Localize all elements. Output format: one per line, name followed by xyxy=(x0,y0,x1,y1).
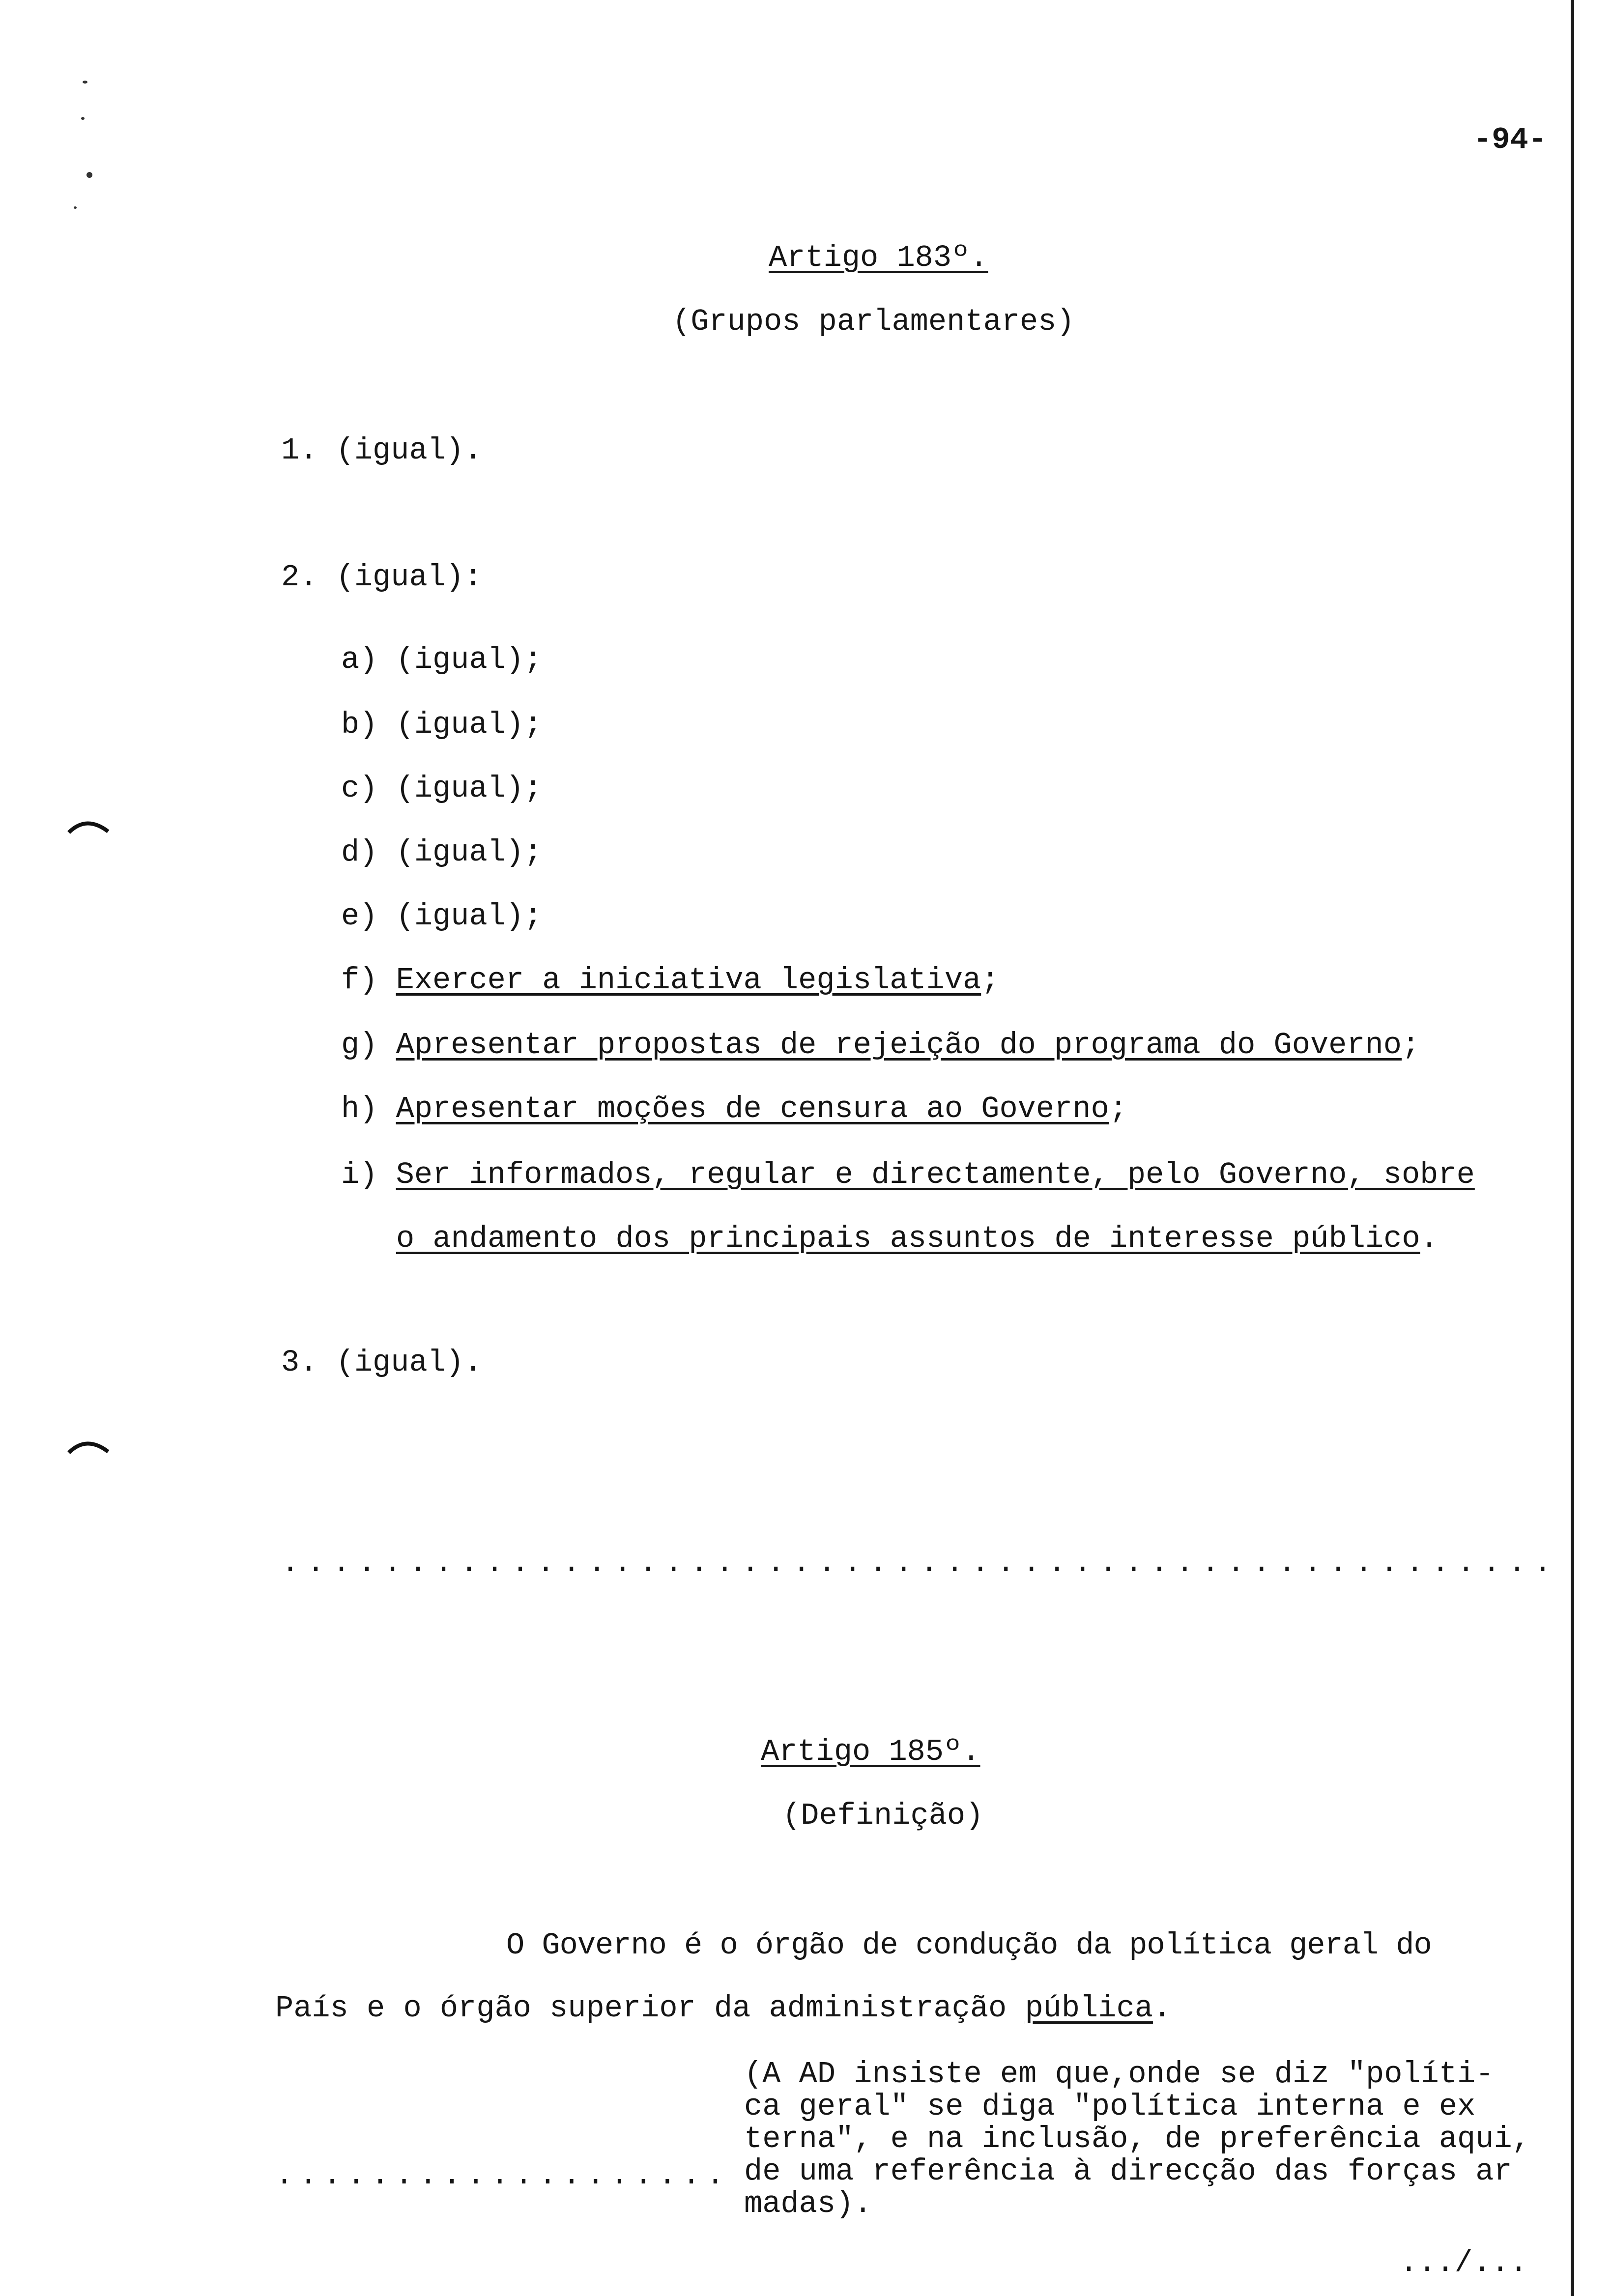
item-2: 2. (igual): xyxy=(281,560,483,595)
item-3: 3. (igual). xyxy=(281,1345,483,1380)
sub-item-a: a) (igual); xyxy=(341,642,543,677)
margin-speck xyxy=(81,117,85,120)
ad-note-line2: ca geral" se diga "política interna e ex xyxy=(744,2089,1476,2124)
ad-note-line4: de uma referência à direcção das forças ar xyxy=(744,2154,1512,2189)
ad-note-line1: (A AD insiste em que,onde se diz "políti- xyxy=(744,2057,1494,2092)
sub-item-g: g) Apresentar propostas de rejeição do programa do Governo; xyxy=(341,1028,1420,1062)
para-line2-end: . xyxy=(1152,1991,1172,2026)
article-185-paragraph-line1: O Governo é o órgão de condução da política geral do xyxy=(506,1928,1432,1963)
sub-item-h-letter: h) xyxy=(341,1091,378,1126)
page-number: -94- xyxy=(1473,122,1547,157)
para-line2-underlined: pública xyxy=(1025,1991,1153,2026)
item-1: 1. (igual). xyxy=(281,433,483,468)
bottom-dots: ................... xyxy=(275,2158,730,2193)
continuation-mark: .../... xyxy=(1400,2245,1528,2280)
sub-item-b: b) (igual); xyxy=(341,707,543,742)
sub-item-g-letter: g) xyxy=(341,1028,378,1062)
article-183-title: Artigo 183º. xyxy=(769,240,988,275)
article-185-title: Artigo 185º. xyxy=(761,1734,980,1769)
binder-mark-icon xyxy=(67,1437,111,1457)
sub-item-f-text: Exercer a iniciativa legislativa xyxy=(396,963,981,998)
sub-item-i-text-line1: Ser informados, regular e directamente, pelo Governo, sobre xyxy=(396,1157,1475,1192)
sub-item-i-continuation: o andamento dos principais assuntos de interesse público. xyxy=(396,1221,1439,1256)
sub-item-i xyxy=(341,1157,1475,1192)
article-185-paragraph-line2 xyxy=(275,1993,1171,2024)
margin-speck xyxy=(83,81,87,84)
sub-item-f: f) Exercer a iniciativa legislativa; xyxy=(341,963,1000,998)
sub-item-c: c) (igual); xyxy=(341,771,543,806)
article-183-subtitle: (Grupos parlamentares) xyxy=(672,304,1075,339)
para-line2-start: País e o órgão superior da administração xyxy=(275,1991,1025,2026)
ad-note-line5: madas). xyxy=(744,2186,872,2221)
sub-item-f-letter: f) xyxy=(341,963,378,998)
sub-item-d: d) (igual); xyxy=(341,835,543,870)
margin-speck xyxy=(86,172,92,178)
sub-item-e: e) (igual); xyxy=(341,899,543,934)
ad-note-line3: terna", e na inclusão, de preferência aqui, xyxy=(744,2122,1530,2156)
binder-mark-icon xyxy=(67,817,111,836)
article-185-subtitle: (Definição) xyxy=(782,1798,984,1833)
sub-item-g-text: Apresentar propostas de rejeição do programa do Governo xyxy=(396,1028,1402,1062)
sub-item-h-text: Apresentar moções de censura ao Governo xyxy=(396,1091,1109,1126)
sub-item-i-text-line2: o andamento dos principais assuntos de interesse público xyxy=(396,1221,1420,1256)
sub-item-h: h) Apresentar moções de censura ao Governo; xyxy=(341,1091,1127,1126)
margin-speck xyxy=(74,206,77,209)
separator-dots: .................................................. xyxy=(281,1546,1559,1580)
sub-item-i-letter: i) xyxy=(341,1157,378,1192)
ad-note xyxy=(744,2058,1530,2220)
page-edge-rule xyxy=(1571,0,1574,2296)
